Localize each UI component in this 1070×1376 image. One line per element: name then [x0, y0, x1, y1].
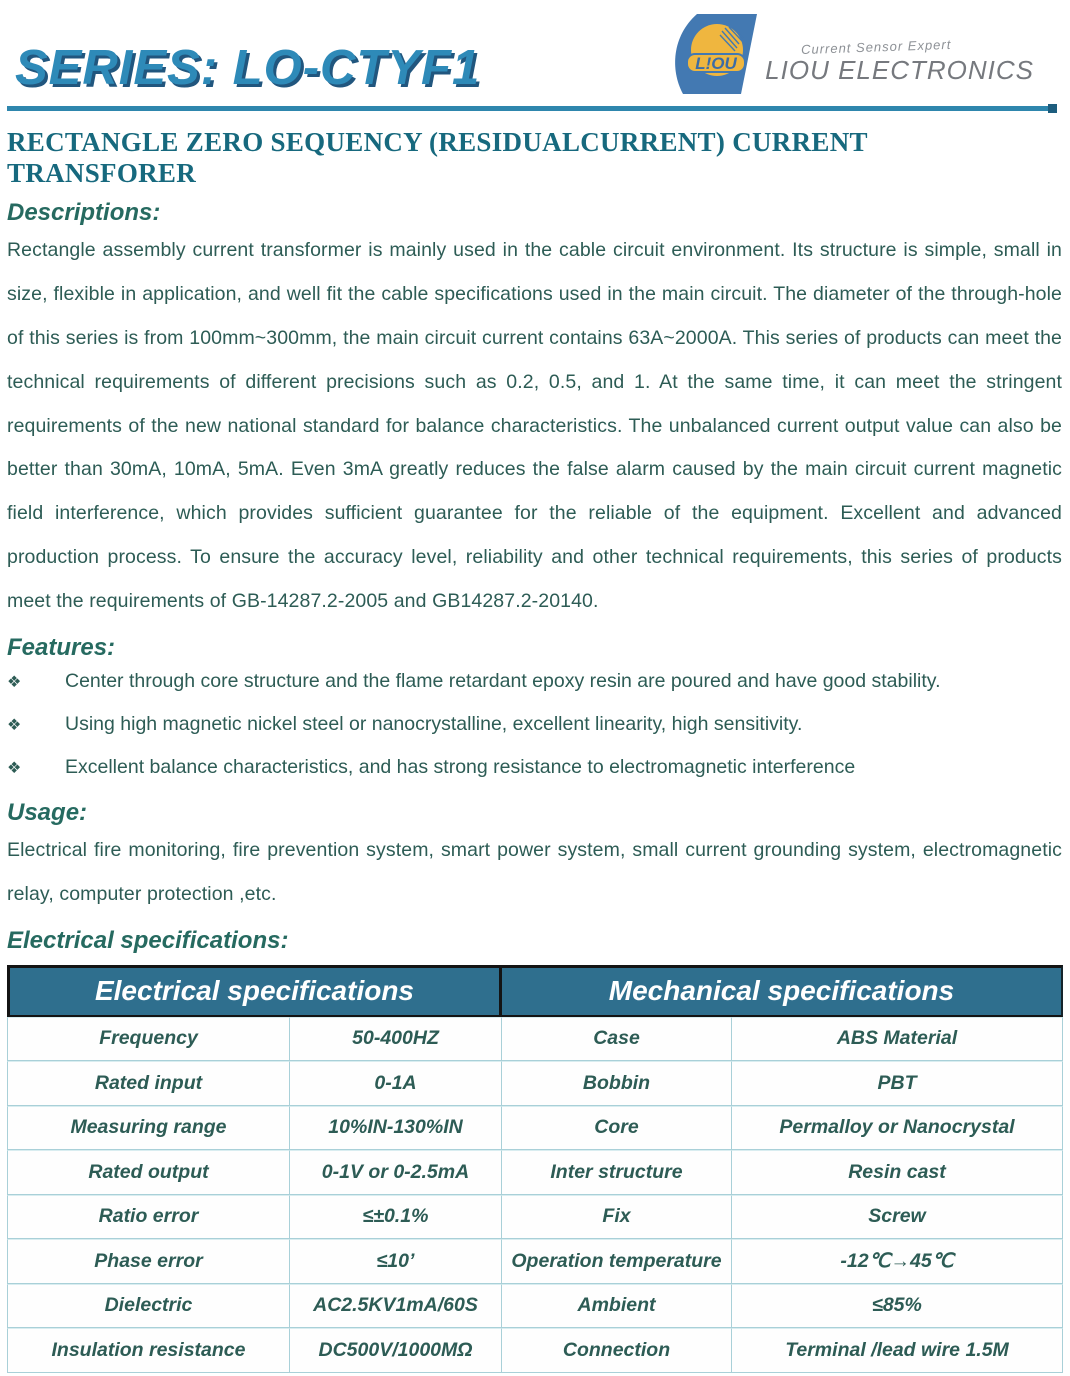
table-cell: Terminal /lead wire 1.5M [732, 1328, 1063, 1373]
usage-heading: Usage: [7, 798, 88, 826]
table-cell: Measuring range [7, 1106, 290, 1151]
logo-tagline: Current Sensor Expert [800, 36, 952, 58]
table-cell: DC500V/1000MΩ [290, 1328, 502, 1373]
table-cell: Ratio error [7, 1195, 290, 1240]
diamond-bullet-icon: ❖ [7, 759, 22, 777]
table-cell: Screw [732, 1195, 1063, 1240]
title-underline [7, 106, 1055, 111]
table-cell: -12℃→45℃ [732, 1239, 1063, 1284]
table-cell: Case [502, 1017, 732, 1062]
table-cell: Rated input [7, 1061, 290, 1106]
usage-paragraph: Electrical fire monitoring, fire prevention system, smart power system, small current grounding system, electromagnetic relay, computer protection ,etc. [7, 838, 1062, 905]
list-item [7, 670, 1062, 693]
sail-circle-icon [669, 12, 761, 96]
table-cell: Bobbin [502, 1061, 732, 1106]
table-cell: ≤±0.1% [290, 1195, 502, 1240]
table-cell: Inter structure [502, 1150, 732, 1195]
company-logo [669, 12, 1034, 96]
table-cell: Frequency [7, 1017, 290, 1062]
table-cell: Dielectric [7, 1284, 290, 1329]
diamond-bullet-icon: ❖ [7, 673, 22, 691]
page-title: SERIES: LO-CTYF1 [15, 41, 481, 95]
table-cell: Core [502, 1106, 732, 1151]
feature-text: Excellent balance characteristics, and has strong resistance to electromagnetic interference [65, 755, 856, 778]
table-cell: Fix [502, 1195, 732, 1240]
table-cell: Insulation resistance [7, 1328, 290, 1373]
table-cell: ≤85% [732, 1284, 1063, 1329]
table-cell: PBT [732, 1061, 1063, 1106]
table-cell: AC2.5KV1mA/60S [290, 1284, 502, 1329]
logo-company-name: LIOU ELECTRONICS [765, 55, 1034, 85]
table-cell: 0-1A [290, 1061, 502, 1106]
list-item [7, 756, 1062, 779]
table-cell: Ambient [502, 1284, 732, 1329]
descriptions-paragraph: Rectangle assembly current transformer is mainly used in the cable circuit environment. Its structure is simple, small in size, flexible in application, and well fit the cable specifications used in the main circuit. The diameter of the through-hole of this series is from 100mm~300mm, the main circuit current contains 63A~2000A. This series of products can meet the technical requirements of different precisions such as 0.2, 0.5, and 1. At the same time, it can meet the stringent requirements of the new national standard for balance characteristics. The unbalanced current output value can also be better than 30mA, 10mA, 5mA. Even 3mA greatly reduces the false alarm caused by the main circuit current magnetic field interference, which provides sufficient guarantee for the reliable of the equipment. Excellent and advanced production process. To ensure the accuracy level, reliability and other technical requirements, this series of products meet the requirements of GB-14287.2-2005 and GB14287.2-20140. [7, 239, 1062, 612]
table-cell: ≤10’ [290, 1239, 502, 1284]
list-item [7, 713, 1062, 736]
table-cell: 0-1V or 0-2.5mA [290, 1150, 502, 1195]
table-cell: 10%IN-130%IN [290, 1106, 502, 1151]
masthead [7, 0, 1062, 113]
table-cell: Resin cast [732, 1150, 1063, 1195]
specifications-table [7, 965, 1062, 1373]
features-heading: Features: [7, 633, 116, 661]
specs-heading: Electrical specifications: [7, 926, 289, 954]
product-heading: RECTANGLE ZERO SEQUENCY (RESIDUALCURRENT) CURRENT TRANSFORER [7, 127, 868, 188]
logo-emblem-icon [669, 12, 761, 96]
table-header-mechanical: Mechanical specifications [502, 965, 1063, 1017]
table-cell: Permalloy or Nanocrystal [732, 1106, 1063, 1151]
table-cell: ABS Material [732, 1017, 1063, 1062]
features-list [7, 670, 1062, 779]
table-cell: Operation temperature [502, 1239, 732, 1284]
underline-endcap [1048, 104, 1057, 113]
table-cell: 50-400HZ [290, 1017, 502, 1062]
table-cell: Phase error [7, 1239, 290, 1284]
feature-text: Center through core structure and the flame retardant epoxy resin are poured and have good stability. [65, 669, 941, 692]
table-cell: Rated output [7, 1150, 290, 1195]
descriptions-heading: Descriptions: [7, 199, 161, 226]
table-header-electrical: Electrical specifications [7, 965, 502, 1017]
diamond-bullet-icon: ❖ [7, 716, 22, 734]
feature-text: Using high magnetic nickel steel or nanocrystalline, excellent linearity, high sensitivity. [65, 712, 803, 735]
logo-wordmark [765, 38, 1034, 96]
logo-emblem-text: L!OU [695, 54, 737, 73]
table-cell: Connection [502, 1328, 732, 1373]
